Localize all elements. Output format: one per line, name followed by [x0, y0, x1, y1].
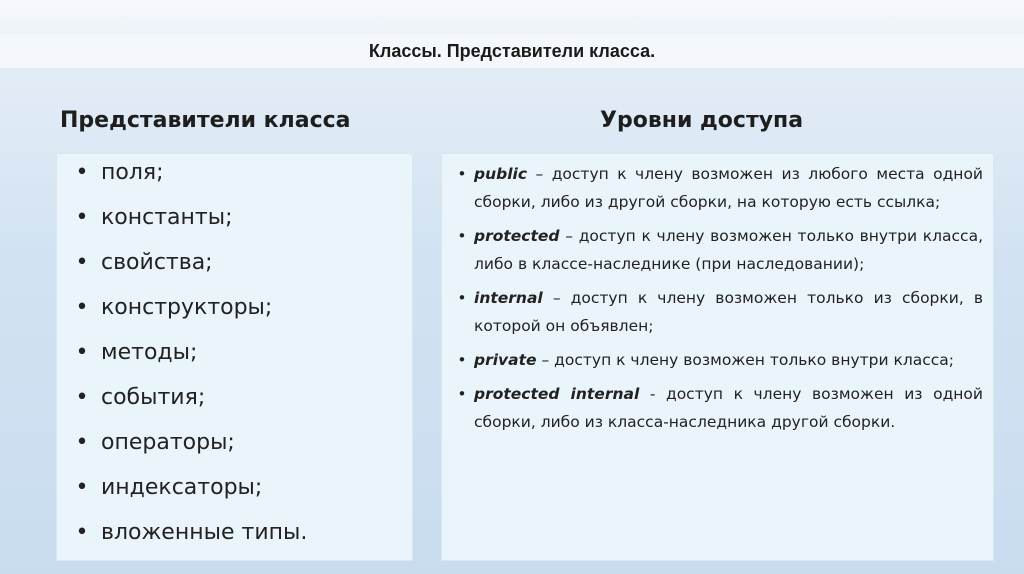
access-term: private	[474, 351, 537, 369]
access-term: public	[474, 165, 528, 183]
list-item	[57, 160, 412, 205]
left-column-heading: Представители класса	[60, 108, 351, 133]
access-description: - доступ к члену возможен из одной сборки, либо из класса-наследника другой сборки.	[474, 385, 983, 431]
access-description: – доступ к члену возможен только внутри класса, либо в классе-наследнике (при наследовании);	[474, 227, 983, 273]
bullet-icon: •	[75, 475, 89, 500]
bullet-icon: •	[457, 165, 467, 183]
bullet-icon: •	[75, 160, 89, 185]
list-item-text: поля;	[101, 160, 164, 185]
list-item	[450, 160, 983, 216]
access-description: – доступ к члену возможен из любого места одной сборки, либо из другой сборки, на которую есть ссылка;	[474, 165, 983, 211]
bullet-icon: •	[457, 227, 467, 245]
list-item-text: константы;	[101, 205, 233, 230]
bullet-icon: •	[75, 385, 89, 410]
top-strip	[0, 0, 1024, 34]
list-item-text: конструкторы;	[101, 295, 273, 320]
list-item	[450, 222, 983, 278]
bullet-icon: •	[457, 385, 467, 403]
list-item-text: методы;	[101, 340, 198, 365]
list-item-body	[474, 222, 983, 278]
access-term: internal	[474, 289, 543, 307]
list-item	[57, 205, 412, 250]
list-item	[57, 385, 412, 430]
list-item-body	[474, 284, 983, 340]
list-item-text: свойства;	[101, 250, 213, 275]
bullet-icon: •	[457, 289, 467, 307]
list-item	[57, 430, 412, 475]
list-item-body	[474, 380, 983, 436]
list-item-text: индексаторы;	[101, 475, 263, 500]
list-item	[450, 346, 983, 374]
access-description: – доступ к члену возможен только внутри класса;	[536, 351, 955, 369]
list-item	[57, 475, 412, 520]
bullet-icon: •	[75, 340, 89, 365]
access-description: – доступ к члену возможен только из сборки, в которой он объявлен;	[474, 289, 983, 335]
access-term: protected internal	[474, 385, 640, 403]
list-item-text: события;	[101, 385, 206, 410]
bullet-icon: •	[75, 205, 89, 230]
bullet-icon: •	[75, 250, 89, 275]
class-members-panel	[56, 153, 413, 561]
list-item	[57, 250, 412, 295]
title-bar	[0, 34, 1024, 68]
list-item-text: операторы;	[101, 430, 235, 455]
access-term: protected	[474, 227, 560, 245]
class-members-list	[57, 154, 412, 565]
list-item	[57, 340, 412, 385]
bullet-icon: •	[75, 520, 89, 545]
list-item	[450, 380, 983, 436]
list-item-body	[474, 160, 983, 216]
access-levels-list	[442, 154, 993, 436]
list-item	[450, 284, 983, 340]
bullet-icon: •	[75, 430, 89, 455]
list-item	[57, 295, 412, 340]
bullet-icon: •	[75, 295, 89, 320]
slide-title: Классы. Представители класса.	[368, 40, 656, 61]
list-item-text: вложенные типы.	[101, 520, 308, 545]
access-levels-panel	[441, 153, 994, 561]
right-column-heading: Уровни доступа	[600, 108, 804, 133]
list-item-body	[474, 346, 983, 374]
bullet-icon: •	[457, 351, 467, 369]
list-item	[57, 520, 412, 565]
